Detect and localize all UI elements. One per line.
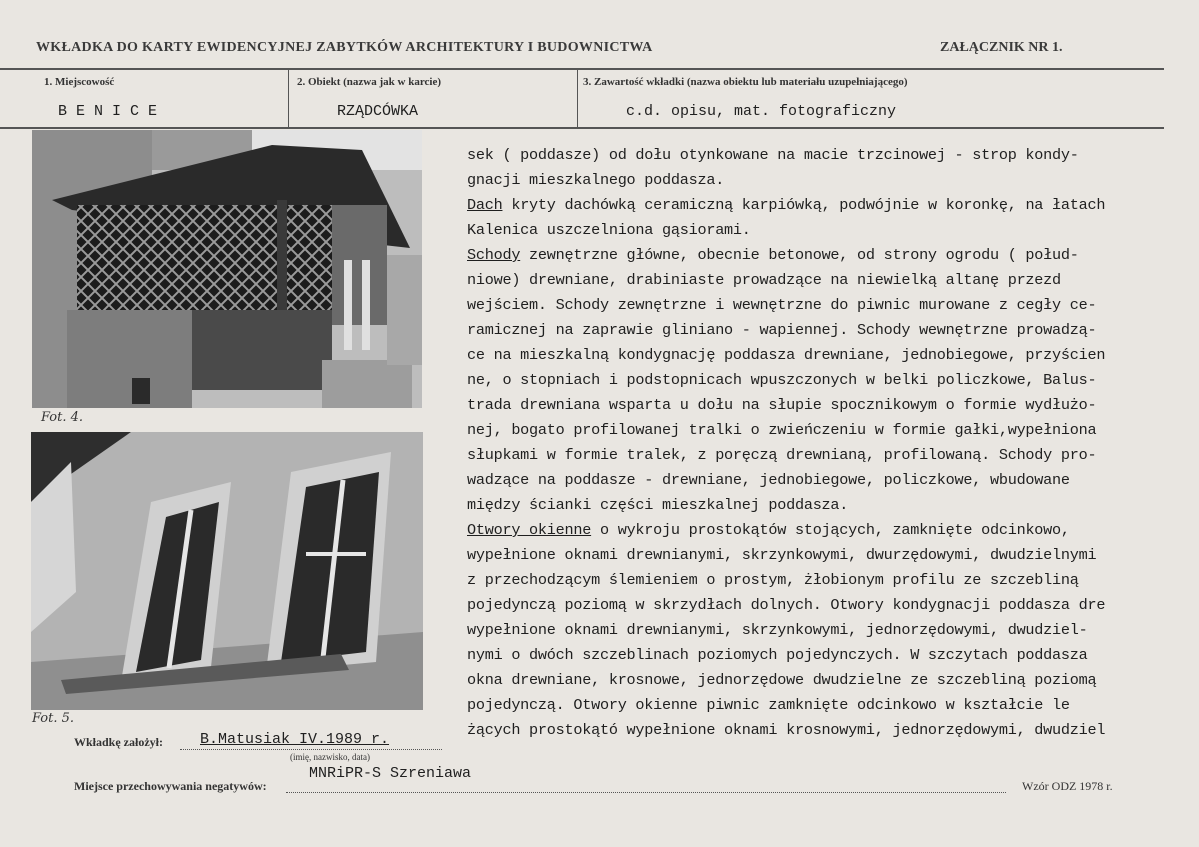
field-divider-1 bbox=[288, 69, 289, 127]
object-label: 2. Obiekt (nazwa jak w karcie) bbox=[297, 76, 442, 88]
content-label: 3. Zawartość wkładki (nazwa obiektu lub materiału uzupełniającego) bbox=[583, 76, 908, 88]
text-line-15: między ścianki części mieszkalnej poddasza. bbox=[467, 496, 849, 514]
object-value: RZĄDCÓWKA bbox=[337, 103, 419, 120]
text-line-10: ne, o stopniach i podstopnicach wpuszczonych w belki policzkowe, Balus- bbox=[467, 371, 1097, 389]
photo-windows bbox=[31, 432, 423, 710]
text-line-22: okna drewniane, krosnowe, jednorzędowe dwudzielne ze szczebliną poziomą bbox=[467, 671, 1097, 689]
text-line-8: ramicznej na zaprawie gliniano - wapiennej. Schody wewnętrzne prowadzą- bbox=[467, 321, 1097, 339]
text-line-12: nej, bogato profilowanej tralki o zwieńczeniu w formie gałki,wypełniona bbox=[467, 421, 1097, 439]
text-line-13: słupkami w formie tralek, z poręczą drewnianą, profilowaną. Schody pro- bbox=[467, 446, 1097, 464]
veranda-photo-image bbox=[32, 130, 422, 408]
author-value: B.Matusiak IV.1989 r. bbox=[200, 731, 390, 748]
locality-label: 1. Miejscowość bbox=[44, 76, 115, 88]
text-line-16-rest: o wykroju prostokątów stojących, zamknięte odcinkowo, bbox=[591, 521, 1070, 539]
content-value: c.d. opisu, mat. fotograficzny bbox=[626, 103, 897, 120]
storage-label: Miejsce przechowywania negatywów: bbox=[74, 779, 267, 793]
section-heading-stairs: Schody bbox=[467, 246, 521, 264]
photo-veranda-label: Fot. 4. bbox=[41, 410, 84, 425]
text-line-19: pojedynczą poziomą w skrzydłach dolnych. Otwory kondygnacji poddasza dre bbox=[467, 596, 1106, 614]
card-title: WKŁADKA DO KARTY EWIDENCYJNEJ ZABYTKÓW ARCHITEKTURY I BUDOWNICTWA bbox=[36, 40, 653, 55]
text-line-23: pojedynczą. Otwory okienne piwnic zamknięte odcinkowo w kształcie le bbox=[467, 696, 1070, 714]
text-line-5-rest: zewnętrzne główne, obecnie betonowe, od strony ogrodu ( połud- bbox=[520, 246, 1079, 264]
storage-dotted-line bbox=[286, 792, 1006, 793]
annex-number: ZAŁĄCZNIK NR 1. bbox=[940, 40, 1063, 55]
author-dotted-line bbox=[180, 749, 442, 750]
text-line-17: wypełnione oknami drewnianymi, skrzynkowymi, dwurzędowymi, dwudzielnymi bbox=[467, 546, 1097, 564]
section-heading-roof: Dach bbox=[467, 196, 503, 214]
photo-windows-label: Fot. 5. bbox=[32, 711, 75, 726]
text-line-1: sek ( poddasze) od dołu otynkowane na macie trzcinowej - strop kondy- bbox=[467, 146, 1079, 164]
text-line-3-rest: kryty dachówką ceramiczną karpiówką, podwójnie w koronkę, na łatach bbox=[502, 196, 1106, 214]
form-model: Wzór ODZ 1978 r. bbox=[1022, 779, 1113, 793]
storage-value: MNRiPR-S Szreniawa bbox=[309, 765, 472, 782]
text-line-5 bbox=[467, 246, 1079, 264]
text-line-2: gnacji mieszkalnego poddasza. bbox=[467, 171, 725, 189]
text-line-3 bbox=[467, 196, 1105, 214]
text-line-7: wejściem. Schody zewnętrzne i wewnętrzne do piwnic murowane z cegły ce- bbox=[467, 296, 1097, 314]
text-line-18: z przechodzącym ślemieniem o prostym, żłobionym profilu ze szczebliną bbox=[467, 571, 1079, 589]
text-line-9: ce na mieszkalną kondygnację poddasza drewniane, jednobiegowe, przyścien bbox=[467, 346, 1106, 364]
text-line-24: żących prostokątó wypełnione oknami krosnowymi, jednorzędowymi, dwudziel bbox=[467, 721, 1106, 739]
author-hint: (imię, nazwisko, data) bbox=[290, 752, 370, 762]
text-line-16 bbox=[467, 521, 1070, 539]
locality-value: B E N I C E bbox=[58, 103, 158, 120]
text-line-4: Kalenica uszczelniona gąsiorami. bbox=[467, 221, 751, 239]
windows-photo-image bbox=[31, 432, 423, 710]
text-line-11: trada drewniana wsparta u dołu na słupie spocznikowym o formie wydłużo- bbox=[467, 396, 1097, 414]
text-line-20: wypełnione oknami drewnianymi, skrzynkowymi, jednorzędowymi, dwudziel- bbox=[467, 621, 1088, 639]
text-line-21: nymi o dwóch szczeblinach poziomych pojedynczych. W szczytach poddasza bbox=[467, 646, 1088, 664]
text-line-14: wadzące na poddasze - drewniane, jednobiegowe, policzkowe, wbudowane bbox=[467, 471, 1070, 489]
fields-rule bbox=[0, 127, 1164, 129]
top-rule bbox=[0, 68, 1164, 70]
text-line-6: niowe) drewniane, drabiniaste prowadzące na niewielką altanę przezd bbox=[467, 271, 1061, 289]
field-divider-2 bbox=[577, 69, 578, 127]
photo-veranda bbox=[32, 130, 422, 408]
section-heading-windows: Otwory okienne bbox=[467, 521, 592, 539]
author-label: Wkładkę założył: bbox=[74, 735, 163, 749]
